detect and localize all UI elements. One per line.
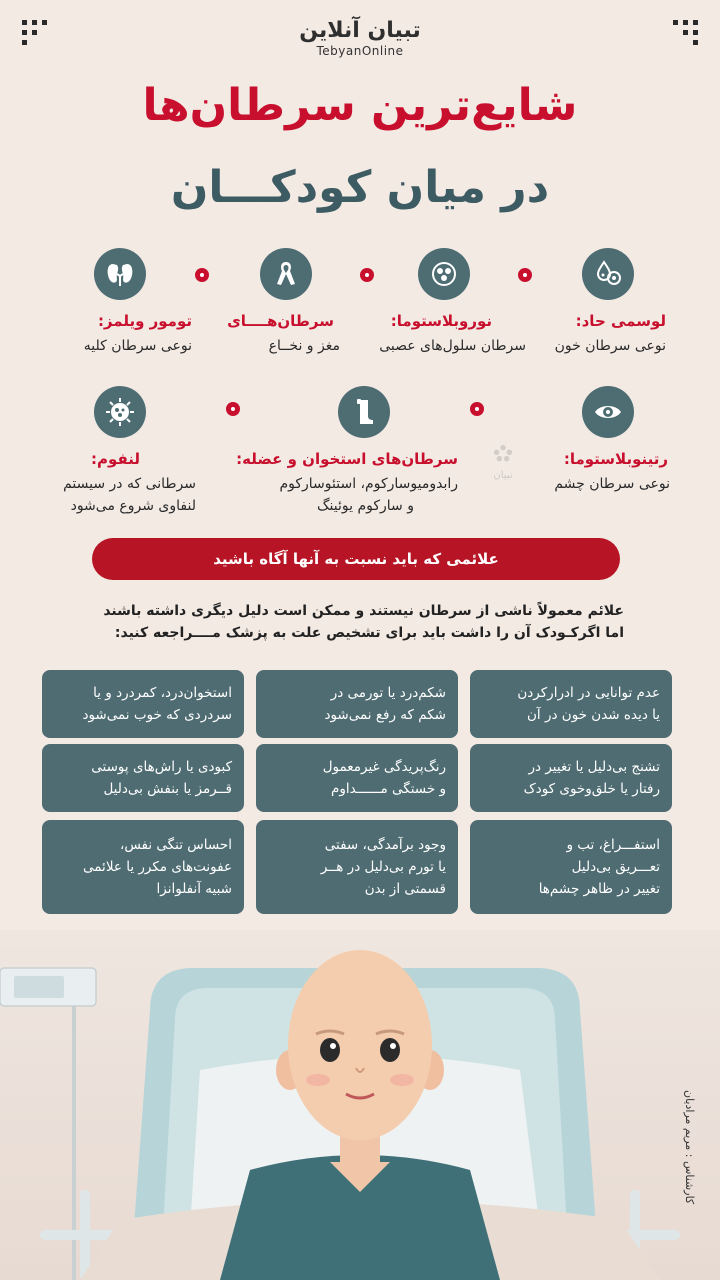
symptom-card: عدم توانایی در ادرارکردن یا دیده شدن خون در آن [470,670,672,738]
separator-dot [518,268,532,282]
cancer-name-neuroblastoma: نوروبلاستوما: [390,312,492,330]
cancer-name-retinoblastoma: رتینوبلاستوما: [563,450,668,468]
cancer-name-brain: سرطان‌هــــای [227,312,334,330]
symptom-card: شکم‌درد یا تورمی در شکم که رفع نمی‌شود [256,670,458,738]
separator-dot [226,402,240,416]
separator-dot [470,402,484,416]
cancer-name-leukemia: لوسمی حاد: [575,312,666,330]
watermark-logo [484,444,522,481]
cancer-desc-bone-muscle-2: و سارکوم یوئینگ [317,498,414,514]
symptoms-banner: علائمی که باید نسبت به آنها آگاه باشید [92,538,620,580]
cancer-desc-bone-muscle-1: رابدومیوسارکوم، استئوسارکوم [279,476,458,492]
symptom-card: رنگ‌پریدگی غیرمعمول و خستگی مــــــداوم [256,744,458,812]
awareness-ribbon-icon [260,248,312,300]
page-subtitle: در میان کودکـــان [170,162,550,213]
blood-cells-icon [582,248,634,300]
symptom-card: استخوان‌درد، کمردرد و یا سردردی که خوب نمی‌شود [42,670,244,738]
kidney-icon [94,248,146,300]
symptom-card: احساس تنگی نفس، عفونت‌های مکرر یا علائمی شبیه آنفلوانزا [42,820,244,914]
cancer-name-lymphoma: لنفوم: [91,450,140,468]
cancer-desc-leukemia: نوعی سرطان خون [554,338,666,354]
symptoms-intro [64,600,624,644]
cancer-name-wilms: تومور ویلمز: [97,312,192,330]
separator-dot [195,268,209,282]
brand-name-fa: تبیان آنلاین [299,18,421,43]
eye-icon [582,386,634,438]
symptom-card: تشنج بی‌دلیل یا تغییر در رفتار یا خلق‌وخوی کودک [470,744,672,812]
separator-dot [360,268,374,282]
cancer-desc-lymphoma-2: لنفاوی شروع می‌شود [70,498,196,514]
page-title: شایع‌ترین سرطان‌ها [142,80,578,131]
cancer-desc-wilms: نوعی سرطان کلیه [83,338,192,354]
nerve-cells-icon [418,248,470,300]
brand-name-en: TebyanOnline [316,44,404,58]
virus-cell-icon [94,386,146,438]
cancer-desc-lymphoma-1: سرطانی که در سیستم [63,476,196,492]
symptom-card: استفـــراغ، تب و تعـــریق بی‌دلیل تغییر در ظاهر چشم‌ها [470,820,672,914]
watermark-text: تبیان [493,470,513,481]
intro-line-1: علائم معمولاً ناشی از سرطان نیستند و ممکن است دلیل دیگری داشته باشند [103,603,624,619]
child-hospital-illustration [0,930,720,1280]
symptom-card: کبودی یا راش‌های پوستی قــرمز یا بنفش بی‌دلیل [42,744,244,812]
author-credit: کارشناس : مریم مرادیان [683,1090,696,1205]
cancer-name-bone-muscle: سرطان‌های استخوان و عضله: [236,450,458,468]
intro-line-2: اما اگرکـودک آن را داشت باید برای تشخیص علت به پزشک مــــراجعه کنید: [114,625,624,641]
brand-logo [0,18,720,58]
cancer-desc-neuroblastoma: سرطان سلول‌های عصبی [379,338,526,354]
symptom-card: وجود برآمدگی، سفتی یا تورم بی‌دلیل در هــر قسمتی از بدن [256,820,458,914]
cancer-desc-retinoblastoma: نوعی سرطان چشم [554,476,670,492]
cancer-desc-brain: مغز و نخــاع [268,338,340,354]
leg-bone-icon [338,386,390,438]
